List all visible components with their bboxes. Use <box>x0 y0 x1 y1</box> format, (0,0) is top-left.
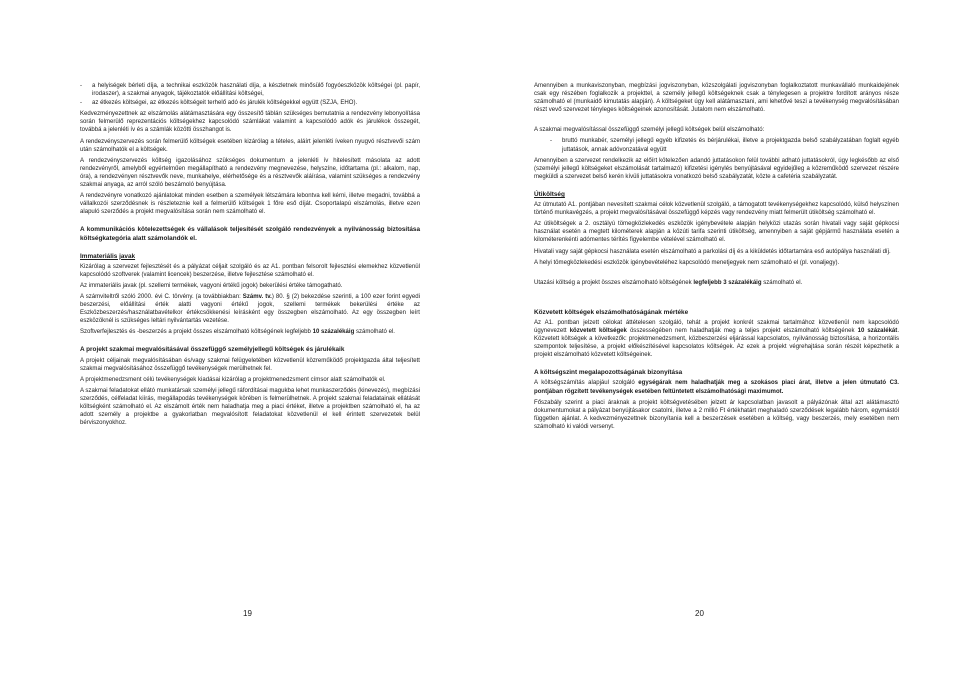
paragraph: Amennyiben a szervezet rendelkezik az előírt kötelezően adandó juttatásokon felül további adható juttatásokról, úgy legkésőbb az első (személyi jellegű költségeket elszámolását tartalmazó) kifizetési igénylés benyújtásával egyidejűleg a közreműködő szervezet részére megküldi a szervezet belső kerén kívüli juttatásokra vonatkozó belső szabályzatát, közte a cafetéria szabályzatát. <box>534 157 899 180</box>
list-item: - bruttó munkabér, személyi jellegű egyéb kifizetés és bérjárulékai, illetve a projektgazda belső szabályzatában foglalt egyéb juttatások, annak adóvonzatával együtt <box>534 137 899 153</box>
paragraph: A költségszámítás alapjául szolgáló egységárak nem haladhatják meg a szokásos piaci árat, illetve a jelen útmutató C3. pontjában rögzített tevékenységek esetében feltüntetett elszámolhatósági maximumot. <box>534 380 899 395</box>
paragraph: A számviteltről szóló 2000. évi C. törvény. (a továbbiakban: Számv. tv.) 80. § (2) bekezdése szerinti, a 100 ezer forint egyedi beszerzési, előállítási érték alatti vagyoni értékű jogok, szellemi termékek bekerülési értéke az Eszközbeszerzés/használatbavételkor értékcsökkenési leírásként egy összegben elszámolható. Az egy összegben leírt eszközöknél is szükséges leltári nyilvántartás vezetése. <box>80 293 420 325</box>
emphasis: Számv. tv. <box>242 293 272 300</box>
page-number-right: 20 <box>695 609 704 618</box>
paragraph: A rendezvényszervezés költség igazolásához szükséges dokumentum a jelenléti ív hitelesített másolata az adott rendezvényről, amelyből egyértelműen megállapítható a rendezvény megnevezése, helyszíne, időtartama (pl.: alkalom, nap, óra), a rendezvényen résztvevők neve, munkahelye, elérhetősége és a résztvevők aláírása, valamint szükséges a rendezvény szakmai anyaga, az arról szóló beszámoló benyújtása. <box>80 157 420 189</box>
paragraph: A szakmai megvalósítással összefüggő személyi jellegű költségek belül elszámolható: <box>534 127 765 134</box>
left-bullet-list <box>80 82 420 107</box>
right-page <box>534 82 899 434</box>
emphasis: közvetett költségek <box>569 327 627 334</box>
paragraph: Hivatali vagy saját gépkocsi használata esetén elszámolható a parkolási díj és a kiküldetés időtartamára eső autópálya használati díj. <box>534 248 891 255</box>
paragraph: A rendezvényre vonatkozó ajánlatokat minden esetben a személyek létszámára lebontva kell kérni, illetve megadni, továbbá a vállalkozói szerződésnek is részleteznie kell a felmerülő költségek 1 főre eső díját. Csoportalapú elszámolás, illetve ezen alapuló szerződés a projekt megvalósítása során nem számolható el. <box>80 193 420 216</box>
paragraph: Főszabály szerint a piaci áraknak a projekt költségvetésében jelzett ár kapcsolatban javasolt a pályázónak által azt alátámasztó dokumentumokat a pályázat benyújtásakor csatolni, illetve a 2 millió Ft értékhatárt meghaladó szerződések legalább három, egymástól független ajánlat. A kedvezményezettnek bizonyítania kell a beszerzések esetében a költség, vagy beszerzés, mely esetében nem számolható ki valódi versenyt. <box>534 399 899 430</box>
list-item: - a helyiségek bérleti díja, a technikai eszközök használati díja, a készletnek minősülő fogyóeszközök költségei (pl. papír, irodaszer), a szakmai anyagok, tájékoztatók előállítási költségei, <box>80 82 420 98</box>
paragraph: Kedvezményezettnek az elszámolás alátámasztására egy összesítő táblán szükséges bemutatnia a rendezvény lebonyolítása során felmerülő reprezentációs költségekhez kapcsolódó számlákat valamint a kapcsolódó adók és járulékok összegét, továbbá a jelenléti ív és a számlák közötti összhangot is. <box>80 111 420 134</box>
paragraph: A szakmai feladatokat ellátó munkatársak személyi jellegű ráfordításai magukba lehet munkaszerződés (kinevezés), megbízási szerződés, célfeladat kiírás, megállapodás tevékenységek körében is felmerülhetnek. A projekt szakmai feladatainak ellátását költségként számolható el. Az elszámolt érték nem haladhatja meg a piaci értéket, illetve a projektben számolható el, ha az adott személy a projektbe a gyakorlatban megvalósított feladatokat közvetlenül el kell érintett szervezetek belül bérviszonyokhoz. <box>80 387 420 427</box>
paragraph: A rendezvényszervezés során felmerülő költségek esetében kizárólag a tételes, aláírt jelenléti íveken nyugvó résztvevői szám után számolhatók el a költségek. <box>80 138 420 153</box>
emphasis: legfeljebb 3 százalékáig <box>693 279 762 286</box>
paragraph: Az immateriális javak (pl. szellemi termékek, vagyoni értékű jogok) bekerülési értéke támogatható. <box>80 282 343 289</box>
emphasis: 10 százalékáig <box>312 329 355 336</box>
section-heading: Útiköltség <box>534 190 565 198</box>
paragraph: A projektmenedzsment célú tevékenységek kiadásai kizárólag a projektmenedzsment címsor alatt számolhatók el. <box>80 376 386 383</box>
emphasis: 10 százalékát <box>857 327 898 334</box>
section-heading: A költségszint megalapozottságának bizonyítása <box>534 369 683 377</box>
section-heading: A kommunikációs kötelezettségek és vállalások teljesítését szolgáló rendezvények a nyilvánosság biztosítása költségkategória alatt számolandók el. <box>80 226 420 242</box>
paragraph: Kizárólag a szervezet fejlesztését és a pályázat céljait szolgáló és az A1. pontban felsorolt fejlesztési elemekhez közvetlenül kapcsolódó szoftverek (valamint licencek) beszerzése, illetve fejlesztése számolható el. <box>80 263 420 278</box>
right-bullet-list <box>534 137 899 153</box>
paragraph: Szoftverfejlesztés és -beszerzés a projekt összes elszámolható költségének legfeljebb 10 százalékáig számolható el. <box>80 329 395 336</box>
paragraph: A helyi tömegközlekedési eszközök igénybevételéhez kapcsolódó menetjegyek nem számolható el (pl. vonaljegy). <box>534 259 840 266</box>
left-page <box>80 82 420 430</box>
paragraph: Az útiköltségek a 2. osztályú tömegközlekedés eszközök igénybevétele alapján helyközi utazás során hivatali vagy saját gépkocsi használat esetén a megtett kilométerek alapján a közúti tarifa szerinti útiköltség, amennyiben a saját gépjármű használata esetén a kilométerenkénti adómentes térítés figyelembe vételével számolható el. <box>534 221 899 244</box>
emphasis: egységárak nem haladhatják meg a szokásos piaci árat, illetve a jelen útmutató C3. pontjában rögzített tevékenységek esetében feltüntetett elszámolhatósági maximumot. <box>534 380 899 395</box>
page-number-left: 19 <box>243 609 252 618</box>
section-heading: Immateriális javak <box>80 252 136 260</box>
paragraph: Az útmutató A1. pontjában nevesített szakmai célok közvetlenül szolgáló, a támogatott tevékenységekhez kapcsolódó, külső helyszínen történő munkavégzés, a projekt megvalósításával összefüggő képzés vagy rendezvény miatt felmerült útiköltség számolható el. <box>534 202 899 217</box>
section-heading: A projekt szakmai megvalósításával összefüggő személyjellegű költségek és járulékaik <box>80 346 345 354</box>
list-item: - az étkezés költségei, az étkezés költségeit terhelő adó és járulék költségekkel együtt (SZJA, EHO). <box>80 99 420 107</box>
section-heading: Közvetett költségek elszámolhatóságának mértéke <box>534 308 689 316</box>
paragraph: Az A1. pontban jelzett célokat áttételesen szolgáló, tehát a projekt konkrét szakmai tartalmához közvetlenül nem kapcsolódó úgynevezett közvetett költségek összességében nem haladhatják meg a teljes projekt elszámolható költségének 10 százalékát. Közvetett költségek a következők: projektmenedzsment, közbeszerzési eljárással kapcsolatos, nyilvánosság biztosítása, a horizontális szempontok teljesítése, a projekt előkészítésével kapcsolatos költségek. Az ezek a projekt végrehajtása során részét képezhetik a projekt elszámolható közvetett költségeinek. <box>534 319 899 359</box>
paragraph: A projekt céljainak megvalósításában és/vagy szakmai felügyeletében közvetlenül közreműködő projektgazda által teljesített szakmai megvalósításához összefüggő tevékenységek merülhetnek fel. <box>80 357 420 372</box>
paragraph: Utazási költség a projekt összes elszámolható költségének legfeljebb 3 százalékáig számolható el. <box>534 279 803 286</box>
paragraph: Amennyiben a munkaviszonyban, megbízási jogviszonyban, közszolgálati jogviszonyban foglalkoztatott munkavállaló munkaidejének csak egy részében foglalkozik a projekttel, a személy jellegű költségeknek csak a ténylegesen a projektre fordított arányos része számolható el (munkaidő kimutatás alapján). A költségeket úgy kell alátámasztani, ami lehetővé teszi a tevékenység megvalósításában részt vevő szervezet tényleges költségeinek azonosítását. Jutalom nem elszámolható. <box>534 83 899 114</box>
